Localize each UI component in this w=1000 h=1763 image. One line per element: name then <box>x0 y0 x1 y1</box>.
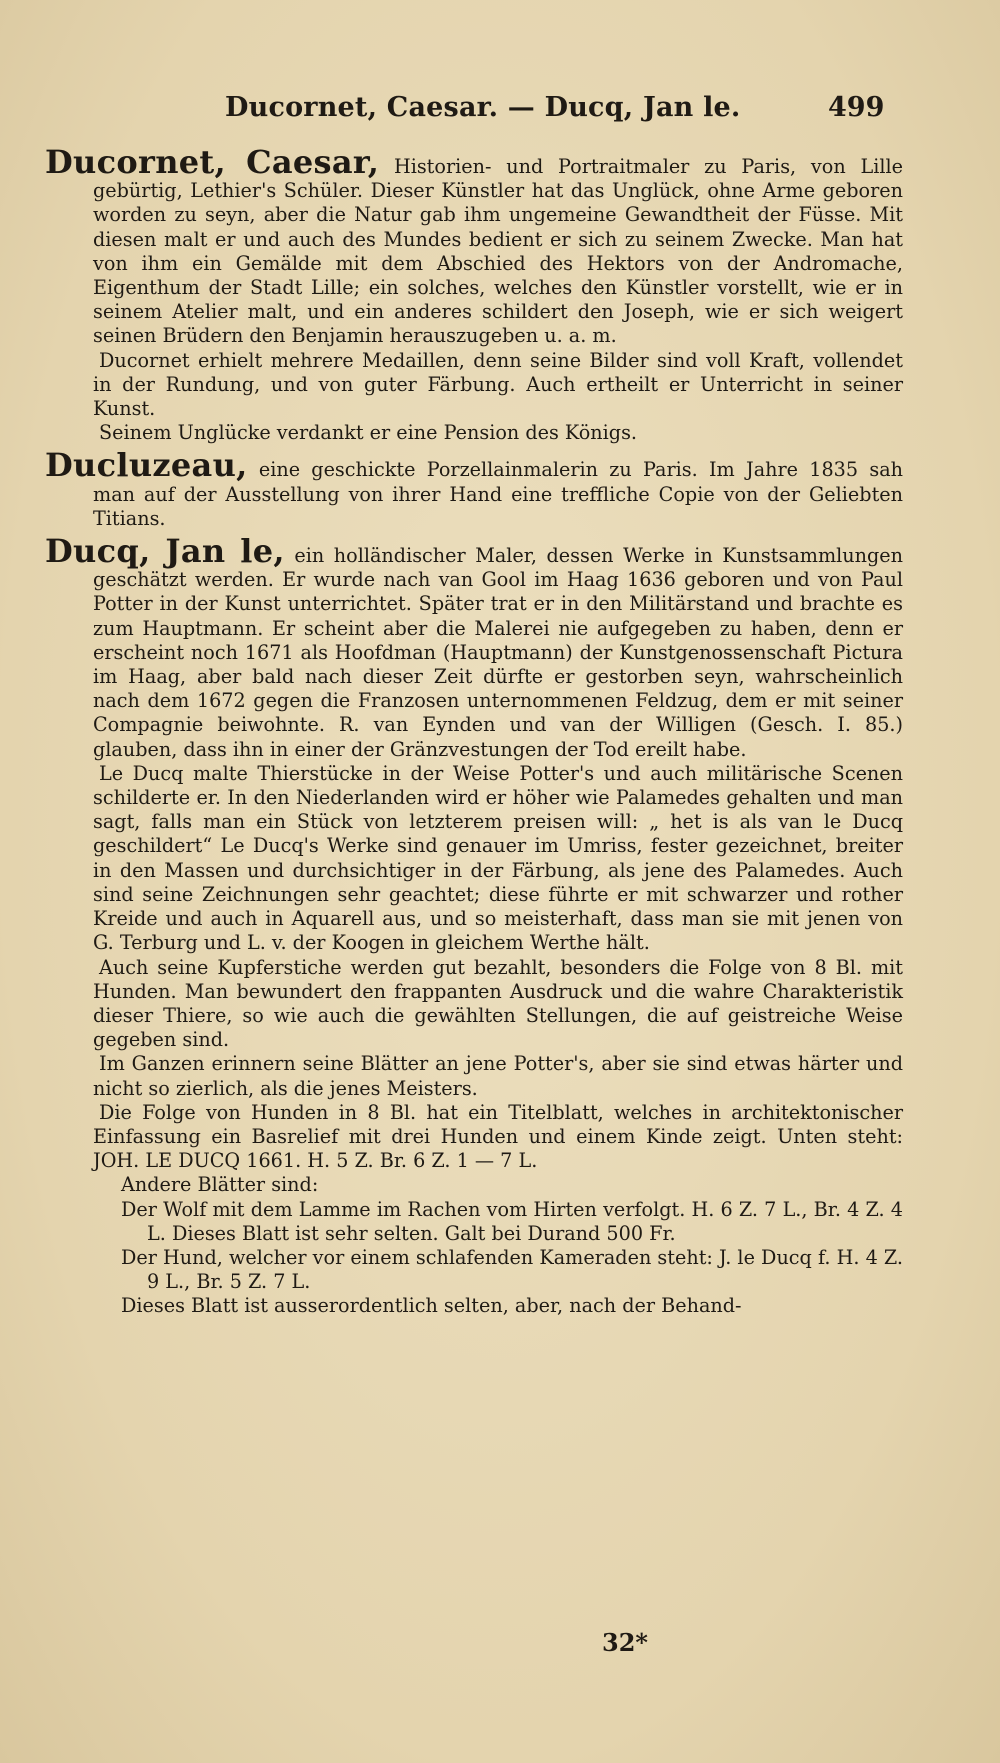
entry-text: eine geschickte Porzellainmalerin zu Paris. Im Jahre 1835 sah man auf der Ausstellung von ihrer Hand eine treffliche Copie von der Geliebten Titians. <box>93 458 903 530</box>
entry-paragraph <box>45 349 903 422</box>
signature-mark: 32* <box>602 1628 648 1657</box>
entry-text: Historien- und Portraitmaler zu Paris, von Lille gebürtig, Lethier's Schüler. Dieser Künstler hat das Unglück, ohne Arme geboren worden zu seyn, aber die Natur gab ihm ungemeine Gewandtheit der Füsse. Mit diesen malt er und auch des Mundes bedient er sich zu seinem Zwecke. Man hat von ihm ein Gemälde mit dem Abschied des Hektors von der Andromache, Eigenthum der Stadt Lille; ein solches, welches den Künstler vorstellt, wie er in seinem Atelier malt, und ein anderes schildert den Joseph, wie er sich weigert seinen Brüdern den Benjamin herauszugeben u. a. m. <box>93 155 903 348</box>
entry-paragraph <box>45 421 903 445</box>
entry-text: ein holländischer Maler, dessen Werke in Kunstsammlungen geschätzt werden. Er wurde nach van Gool im Haag 1636 geboren und von Paul Potter in der Kunst unterrichtet. Später trat er in den Militärstand und brachte es zum Hauptmann. Er scheint aber die Malerei nie aufgegeben zu haben, denn er erscheint noch 1671 als Hoofdman (Hauptmann) der Kunstgenossenschaft Pictura im Haag, aber bald nach dieser Zeit dürfte er gestorben seyn, wahrscheinlich nach dem 1672 gegen die Franzosen unternommenen Feldzug, dem er mit seiner Compagnie beiwohnte. R. van Eynden und van der Willigen (Gesch. I. 85.) glauben, dass ihn in einer der Gränzvestungen der Tod ereilt habe. <box>93 544 903 761</box>
entry-ducornet <box>45 143 903 445</box>
page-number: 499 <box>828 92 885 123</box>
entry-headword: Ducluzeau, <box>45 446 248 485</box>
entry-ducluzeau <box>45 446 903 531</box>
entry-text: Ducornet erhielt mehrere Medaillen, denn seine Bilder sind voll Kraft, vollendet in der Rundung, und von guter Färbung. Auch ertheilt er Unterricht in seiner Kunst. <box>93 348 903 421</box>
entry-paragraph <box>45 1101 903 1174</box>
entry-text: Seinem Unglücke verdankt er eine Pension des Königs. <box>99 421 638 445</box>
entry-headword: Ducq, Jan le, <box>45 532 285 571</box>
entry-text: Die Folge von Hunden in 8 Bl. hat ein Titelblatt, welches in architektonischer Einfassung ein Basrelief mit drei Hunden und einem Kinde zeigt. Unten steht: JOH. LE DUCQ 1661. H. 5 Z. Br. 6 Z. 1 — 7 L. <box>93 1100 903 1173</box>
page-body <box>45 143 903 1327</box>
entry-paragraph <box>45 532 903 762</box>
entry-text: Le Ducq malte Thierstücke in der Weise Potter's und auch militärische Scenen schilderte er. In den Niederlanden wird er höher wie Palamedes gehalten und man sagt, falls man ein Stück von letzterem preisen will: „ het is als van le Ducq geschildert“ Le Ducq's Werke sind genauer im Umriss, fester gezeichnet, breiter in den Massen und durchsichtiger in der Färbung, als jene des Palamedes. Auch sind seine Zeichnungen sehr geachtet; diese führte er mit schwarzer und rother Kreide und auch in Aquarell aus, und so meisterhaft, dass man sie mit jenen von G. Terburg und L. v. der Koogen in gleichem Werthe hält. <box>93 761 903 955</box>
list-intro: Andere Blätter sind: <box>121 1173 319 1197</box>
running-head: Ducornet, Caesar. — Ducq, Jan le. <box>225 92 741 123</box>
entry-paragraph <box>45 1052 903 1100</box>
entry-paragraph <box>45 143 903 349</box>
entry-text: Auch seine Kupferstiche werden gut bezahlt, besonders die Folge von 8 Bl. mit Hunden. Man bewundert den frappanten Ausdruck und die wahre Charakteristik dieser Thiere, so wie auch die gewählten Stellungen, die auf geistreiche Weise gegeben sind. <box>93 955 903 1052</box>
entry-ducq <box>45 532 903 1319</box>
page-header <box>0 92 1000 132</box>
entry-headword: Ducornet, Caesar, <box>45 143 380 181</box>
closing-line: Dieses Blatt ist ausserordentlich selten, aber, nach der Behand- <box>121 1294 742 1318</box>
entry-paragraph <box>45 956 903 1053</box>
list-item: Der Hund, welcher vor einem schlafenden Kameraden steht: J. le Ducq f. H. 4 Z. 9 L., Br. 5 Z. 7 L. <box>121 1245 903 1294</box>
entry-text: Im Ganzen erinnern seine Blätter an jene Potter's, aber sie sind etwas härter und nicht so zierlich, als die jenes Meisters. <box>93 1052 903 1100</box>
entry-paragraph <box>45 446 903 531</box>
list-item: Der Wolf mit dem Lamme im Rachen vom Hirten verfolgt. H. 6 Z. 7 L., Br. 4 Z. 4 L. Dieses Blatt ist sehr selten. Galt bei Durand 500 Fr. <box>121 1197 903 1245</box>
entry-paragraph <box>45 762 903 956</box>
